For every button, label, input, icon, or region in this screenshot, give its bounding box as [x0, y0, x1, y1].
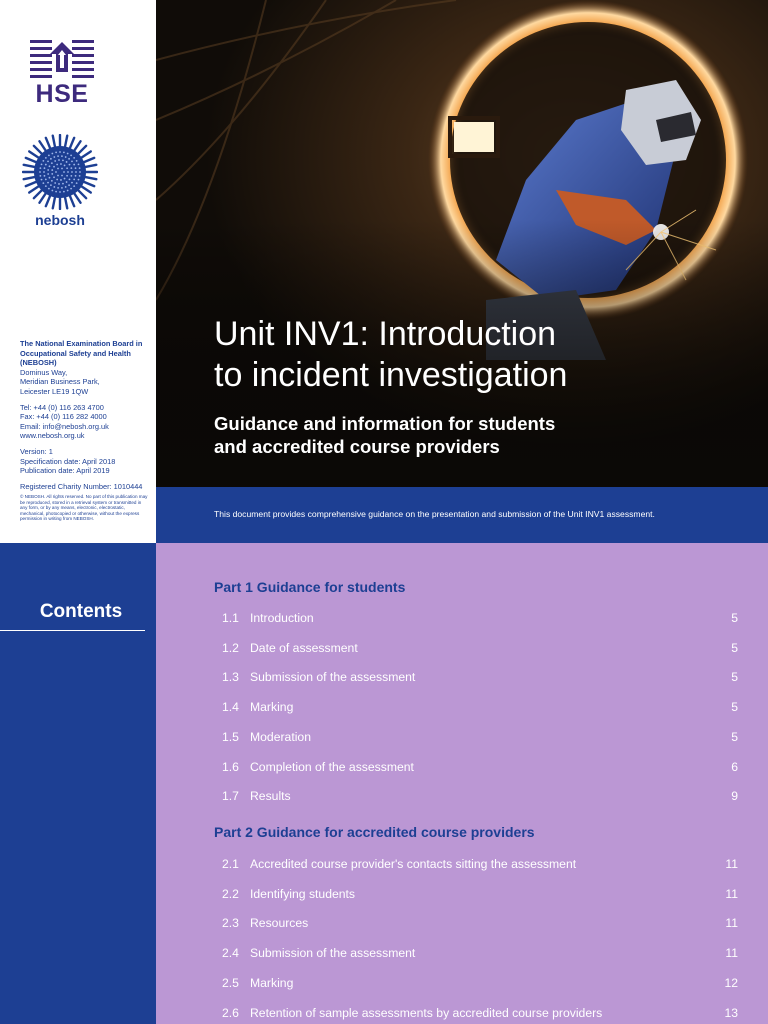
- toc-entry[interactable]: [222, 700, 738, 716]
- toc-entry-number: 2.4: [222, 946, 239, 961]
- toc-entry-title: Completion of the assessment: [250, 759, 414, 774]
- divider: [0, 630, 145, 631]
- toc-entry[interactable]: [222, 730, 738, 746]
- toc-entry-number: 2.3: [222, 916, 239, 931]
- toc-entry-title: Marking: [250, 700, 294, 715]
- toc-entry-number: 2.1: [222, 857, 239, 871]
- toc-entry-page: 11: [725, 857, 738, 871]
- hse-emblem-icon: [30, 40, 94, 78]
- toc-entry-page: 9: [731, 789, 738, 804]
- address-line: Leicester LE19 1QW: [20, 386, 89, 396]
- nebosh-emblem-icon: [22, 134, 98, 210]
- toc-entry-title: Retention of sample assessments by accredited course providers: [250, 1005, 603, 1020]
- toc-entry-page: 11: [725, 886, 738, 901]
- hse-logo: [30, 36, 94, 106]
- toc-entry-number: 1.5: [222, 729, 239, 744]
- toc-entry-number: 1.4: [222, 700, 239, 715]
- toc-entry-number: 1.1: [222, 611, 239, 625]
- part-2-heading[interactable]: Part 2 Guidance for accredited course providers: [214, 824, 535, 840]
- toc-entry-number: 1.3: [222, 670, 239, 685]
- toc-entry-title: Submission of the assessment: [250, 946, 416, 961]
- subtitle-line: and accredited course providers: [214, 436, 500, 457]
- toc-entry-page: 5: [731, 700, 738, 715]
- toc-entry-title: Marking: [250, 975, 294, 990]
- contents-heading: Contents: [39, 601, 123, 622]
- nebosh-wordmark: nebosh: [35, 212, 85, 228]
- toc-entry[interactable]: [222, 789, 738, 805]
- toc-entry-number: 2.5: [222, 975, 239, 990]
- nebosh-logo: [22, 134, 98, 230]
- toc-entry[interactable]: [222, 976, 738, 992]
- hero-banner: [156, 0, 768, 487]
- info-column: [0, 0, 156, 543]
- toc-entry-page: 11: [725, 916, 738, 931]
- toc-entry-page: 6: [731, 759, 738, 774]
- summary-band: [156, 487, 768, 543]
- toc-entry[interactable]: [222, 670, 738, 686]
- publication-date: Publication date: April 2019: [20, 466, 110, 476]
- hse-wordmark: HSE: [35, 80, 89, 108]
- toc-entry[interactable]: [222, 946, 738, 962]
- toc-entry-page: 11: [725, 946, 738, 961]
- toc-entry-title: Results: [250, 789, 291, 804]
- toc-entry-page: 5: [731, 729, 738, 744]
- toc-entry-page: 5: [731, 640, 738, 655]
- title-line: Unit INV1: Introduction: [214, 315, 557, 353]
- toc-entry-title: Resources: [250, 916, 309, 931]
- telephone: Tel: +44 (0) 116 263 4700: [20, 402, 104, 412]
- title-line: to incident investigation: [214, 356, 568, 394]
- toc-entry[interactable]: [222, 887, 738, 903]
- document-subtitle: [214, 412, 734, 458]
- contents-sidebar: [0, 543, 156, 1024]
- subtitle-line: Guidance and information for students: [214, 413, 556, 434]
- toc-entry-title: Identifying students: [250, 886, 356, 901]
- part-1-heading[interactable]: Part 1 Guidance for students: [214, 579, 406, 595]
- toc-entry[interactable]: [222, 1006, 738, 1022]
- fax: Fax: +44 (0) 116 282 4000: [20, 412, 107, 422]
- toc-entry[interactable]: [222, 916, 738, 932]
- address-line: Meridian Business Park,: [20, 377, 100, 387]
- toc-entry-page: 12: [724, 975, 738, 990]
- toc-entry-page: 5: [731, 670, 738, 685]
- toc-entry-number: 2.6: [222, 1005, 239, 1020]
- summary-text: This document provides comprehensive guidance on the presentation and submission of the Unit INV1 assessment.: [214, 509, 655, 519]
- organisation-details: [20, 339, 148, 521]
- toc-entry[interactable]: [222, 611, 738, 627]
- toc-entry[interactable]: [222, 857, 738, 873]
- toc-entry[interactable]: [222, 760, 738, 776]
- toc-entry-title: Moderation: [250, 729, 311, 744]
- document-title: [214, 314, 734, 396]
- organisation-name: The National Examination Board in Occupational Safety and Health (NEBOSH): [20, 339, 143, 368]
- toc-entry-page: 5: [731, 611, 738, 625]
- version: Version: 1: [20, 446, 53, 456]
- address-line: Dominus Way,: [20, 367, 68, 377]
- toc-entry-number: 1.2: [222, 640, 239, 655]
- website: www.nebosh.org.uk: [20, 431, 85, 441]
- toc-entry-title: Date of assessment: [250, 640, 358, 655]
- toc-entry-number: 2.2: [222, 886, 239, 901]
- charity-number: Registered Charity Number: 1010444: [20, 481, 143, 491]
- toc-entry-page: 13: [724, 1005, 738, 1020]
- toc-entry-title: Accredited course provider's contacts sitting the assessment: [250, 857, 577, 871]
- specification-date: Specification date: April 2018: [20, 456, 116, 466]
- toc-entry[interactable]: [222, 641, 738, 657]
- toc-entry-number: 1.7: [222, 789, 239, 804]
- copyright-notice: © NEBOSH. All rights reserved. No part of this publication may be reproduced, stored in a retrieval system or transmitted in any form, or by any means, electronic, electrostatic, mechanical, photocopied or otherwise, without the express permission in writing from NEBOSH.: [20, 494, 148, 521]
- toc-entry-number: 1.6: [222, 759, 239, 774]
- table-of-contents: [156, 543, 768, 1024]
- email: Email: info@nebosh.org.uk: [20, 421, 109, 431]
- toc-entry-title: Submission of the assessment: [250, 670, 416, 685]
- toc-entry-title: Introduction: [250, 611, 314, 625]
